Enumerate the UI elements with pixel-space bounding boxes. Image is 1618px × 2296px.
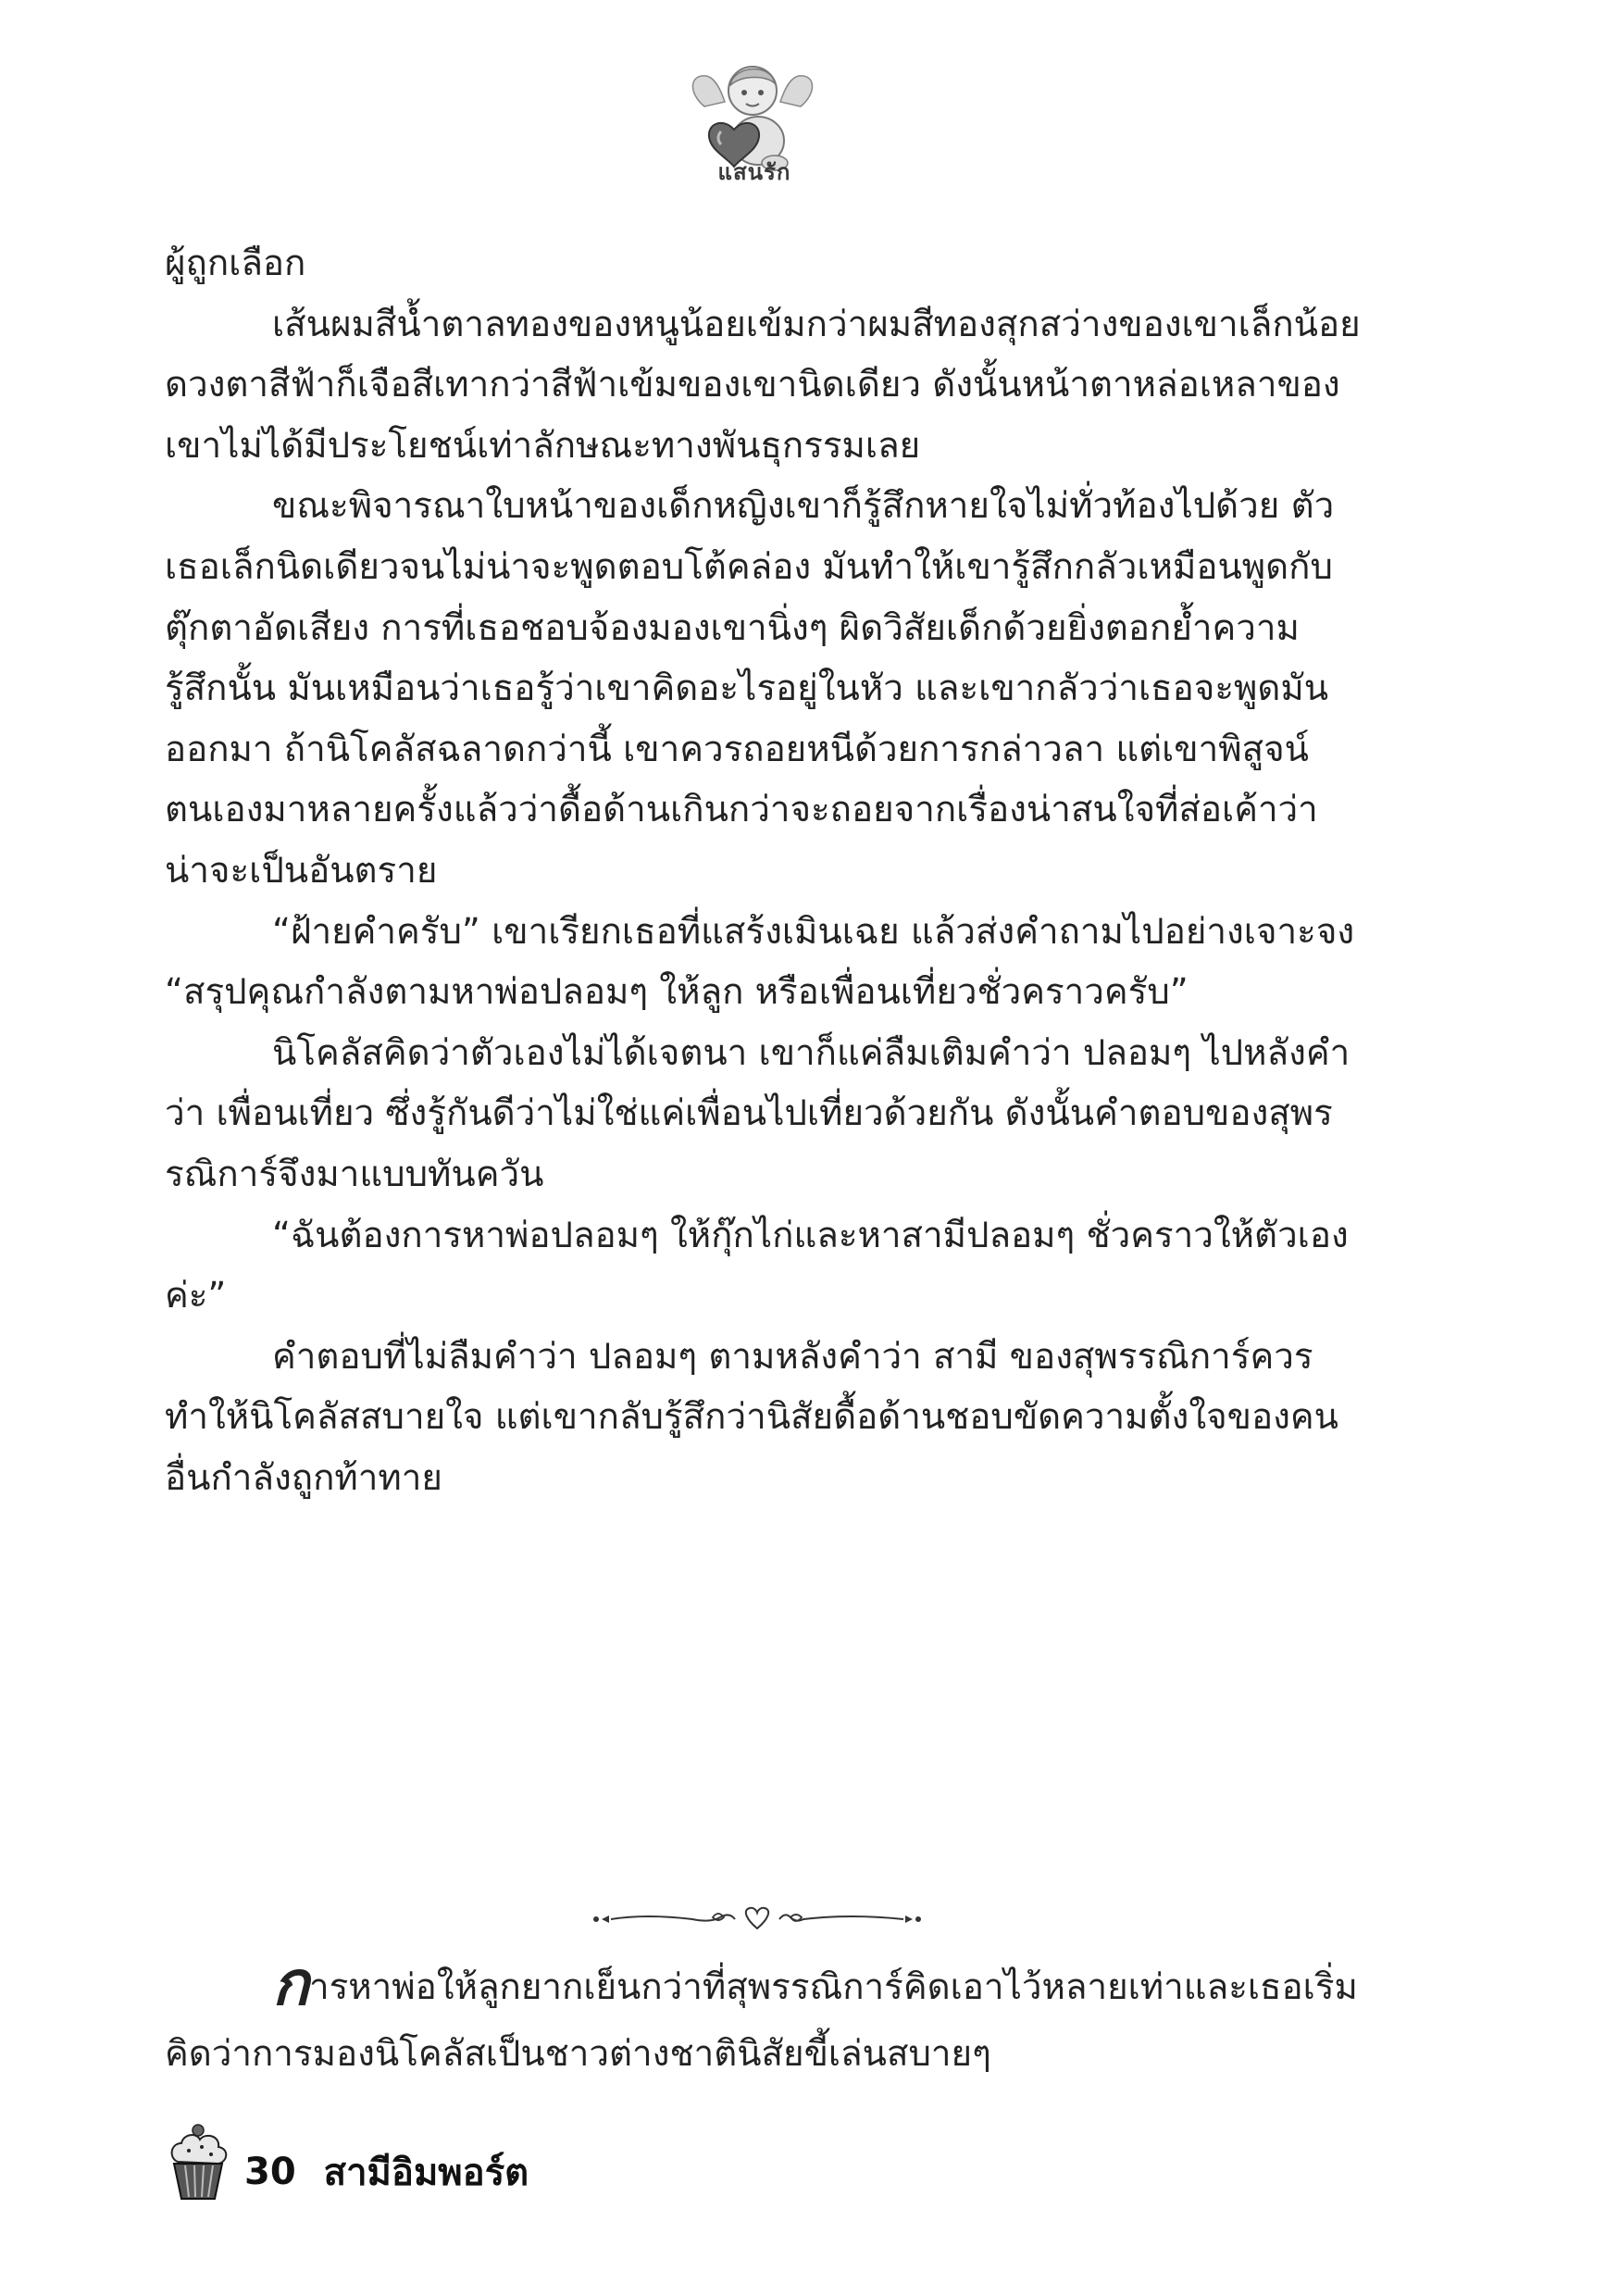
section-opening xyxy=(165,1948,1361,2088)
section-text: ารหาพ่อให้ลูกยากเย็นกว่าที่สุพรรณิการ์คิดเอาไว้หลายเท่าและเธอเริ่มคิดว่าการมองนิโคลัสเป็นชาวต่างชาตินิสัยขี้เล่นสบายๆ xyxy=(165,1966,1358,2075)
heart-divider-ornament xyxy=(591,1903,924,1936)
paragraph: ผู้ถูกเลือก xyxy=(165,243,306,284)
page-footer xyxy=(165,2120,529,2203)
logo-caption: แสนรัก xyxy=(717,159,791,185)
paragraph xyxy=(165,1948,1361,2088)
book-title: สามีอิมพอร์ต xyxy=(323,2152,529,2194)
paragraph: ขณะพิจารณาใบหน้าของเด็กหญิงเขาก็รู้สึกหายใจไม่ทั่วท้องไปด้วย ตัวเธอเล็กนิดเดียวจนไม่น่าจะพูดตอบโต้คล่อง มันทำให้เขารู้สึกกลัวเหมือนพูดกับตุ๊กตาอัดเสียง การที่เธอชอบจ้องมองเขานิ่งๆ ผิดวิสัยเด็กด้วยยิ่งตอกย้ำความรู้สึกนั้น มันเหมือนว่าเธอรู้ว่าเขาคิดอะไรอยู่ในหัว และเขากลัวว่าเธอจะพูดมันออกมา ถ้านิโคลัสฉลาดกว่านี้ เขาควรถอยหนีด้วยการกล่าวลา แต่เขาพิสูจน์ตนเองมาหลายครั้งแล้วว่าดื้อด้านเกินกว่าจะถอยจากเรื่องน่าสนใจที่ส่อเค้าว่าน่าจะเป็นอันตราย xyxy=(165,485,1335,892)
page-number: 30 xyxy=(244,2151,296,2193)
paragraph: “ฝ้ายคำครับ” เขาเรียกเธอที่แสร้งเมินเฉย แล้วส่งคำถามไปอย่างเจาะจง “สรุปคุณกำลังตามหาพ่อปลอมๆ ให้ลูก หรือเพื่อนเที่ยวชั่วคราวครับ” xyxy=(165,910,1355,1014)
chapter-text xyxy=(165,233,1361,1508)
paragraph: “ฉันต้องการหาพ่อปลอมๆ ให้กุ๊กไก่และหาสามีปลอมๆ ชั่วคราวให้ตัวเองค่ะ” xyxy=(165,1214,1349,1317)
paragraph: เส้นผมสีน้ำตาลทองของหนูน้อยเข้มกว่าผมสีทองสุกสว่างของเขาเล็กน้อย ดวงตาสีฟ้าก็เจือสีเทากว่าสีฟ้าเข้มของเขานิดเดียว ดังนั้นหน้าตาหล่อเหลาของเขาไม่ได้มีประโยชน์เท่าลักษณะทางพันธุกรรมเลย xyxy=(165,303,1361,467)
paragraph: นิโคลัสคิดว่าตัวเองไม่ได้เจตนา เขาก็แค่ลืมเติมคำว่า ปลอมๆ ไปหลังคำว่า เพื่อนเที่ยว ซึ่งรู้กันดีว่าไม่ใช่แค่เพื่อนไปเที่ยวด้วยกัน ดังนั้นคำตอบของสุพรรณิการ์จึงมาแบบทันควัน xyxy=(165,1031,1350,1195)
paragraph: คำตอบที่ไม่ลืมคำว่า ปลอมๆ ตามหลังคำว่า สามี ของสุพรรณิการ์ควรทำให้นิโคลัสสบายใจ แต่เขากลับรู้สึกว่านิสัยดื้อด้านชอบขัดความตั้งใจของคนอื่นกำลังถูกท้าทาย xyxy=(165,1335,1338,1499)
cupcake-icon xyxy=(165,2121,231,2202)
drop-cap: ก xyxy=(272,1948,309,2019)
